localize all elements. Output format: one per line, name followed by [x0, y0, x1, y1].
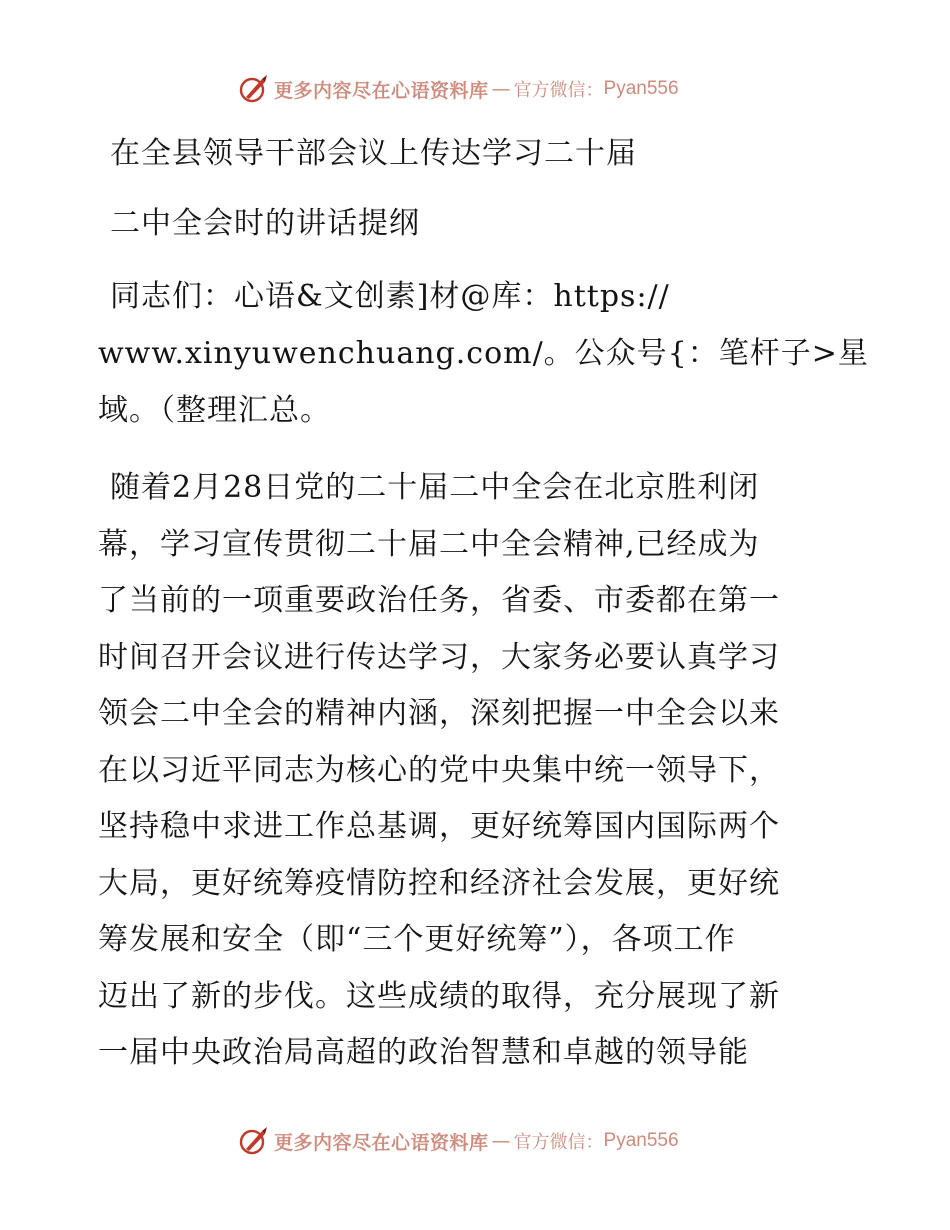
body-line: 迈出了新的步伐。这些成绩的取得，充分展现了新 [98, 978, 780, 1014]
quill-logo-icon [238, 73, 270, 105]
watermark-wechat-id: Pyan556 [603, 78, 679, 99]
header-watermark [238, 72, 679, 106]
watermark-text: 更多内容尽在心语资料库 [274, 1131, 489, 1154]
body-paragraph [98, 460, 858, 1082]
watermark-official-label: 官方微信： [513, 80, 604, 101]
watermark-official-label: 官方微信： [513, 1132, 604, 1153]
body-line: 随着2月28日党的二十届二中全会在北京胜利闭 [110, 470, 760, 505]
watermark-wechat-id: Pyan556 [603, 1130, 679, 1151]
body-line: 坚持稳中求进工作总基调，更好统筹国内国际两个 [98, 809, 780, 844]
greeting-line: 同志们：心语&文创素]材@库：https:// [110, 279, 670, 314]
greeting-paragraph [98, 268, 869, 439]
greeting-line: 域。（整理汇总。 [98, 393, 331, 428]
body-line: 大局，更好统筹疫情防控和经济社会发展，更好统 [98, 865, 780, 901]
body-line: 了当前的一项重要政治任务，省委、市委都在第一 [98, 583, 780, 618]
watermark-dash: — [491, 78, 511, 100]
quill-logo-icon [238, 1125, 270, 1157]
footer-watermark [238, 1124, 679, 1158]
greeting-line: www.xinyuwenchuang.com/。公众号{：笔杆子>星 [98, 336, 869, 371]
body-line: 一届中央政治局高超的政治智慧和卓越的领导能 [98, 1035, 749, 1070]
body-line: 幕，学习宣传贯彻二十届二中全会精神,已经成为 [98, 526, 760, 562]
document-title-line-1: 在全县领导干部会议上传达学习二十届 [110, 136, 637, 171]
watermark-dash: — [491, 1130, 511, 1152]
watermark-text: 更多内容尽在心语资料库 [274, 79, 489, 102]
body-line: 领会二中全会的精神内涵，深刻把握一中全会以来 [98, 696, 780, 731]
document-title-line-2: 二中全会时的讲话提纲 [110, 206, 420, 241]
body-line: 时间召开会议进行传达学习，大家务必要认真学习 [98, 639, 780, 675]
body-line: 筹发展和安全（即“三个更好统筹”），各项工作 [98, 922, 736, 957]
body-line: 在以习近平同志为核心的党中央集中统一领导下， [98, 752, 780, 788]
